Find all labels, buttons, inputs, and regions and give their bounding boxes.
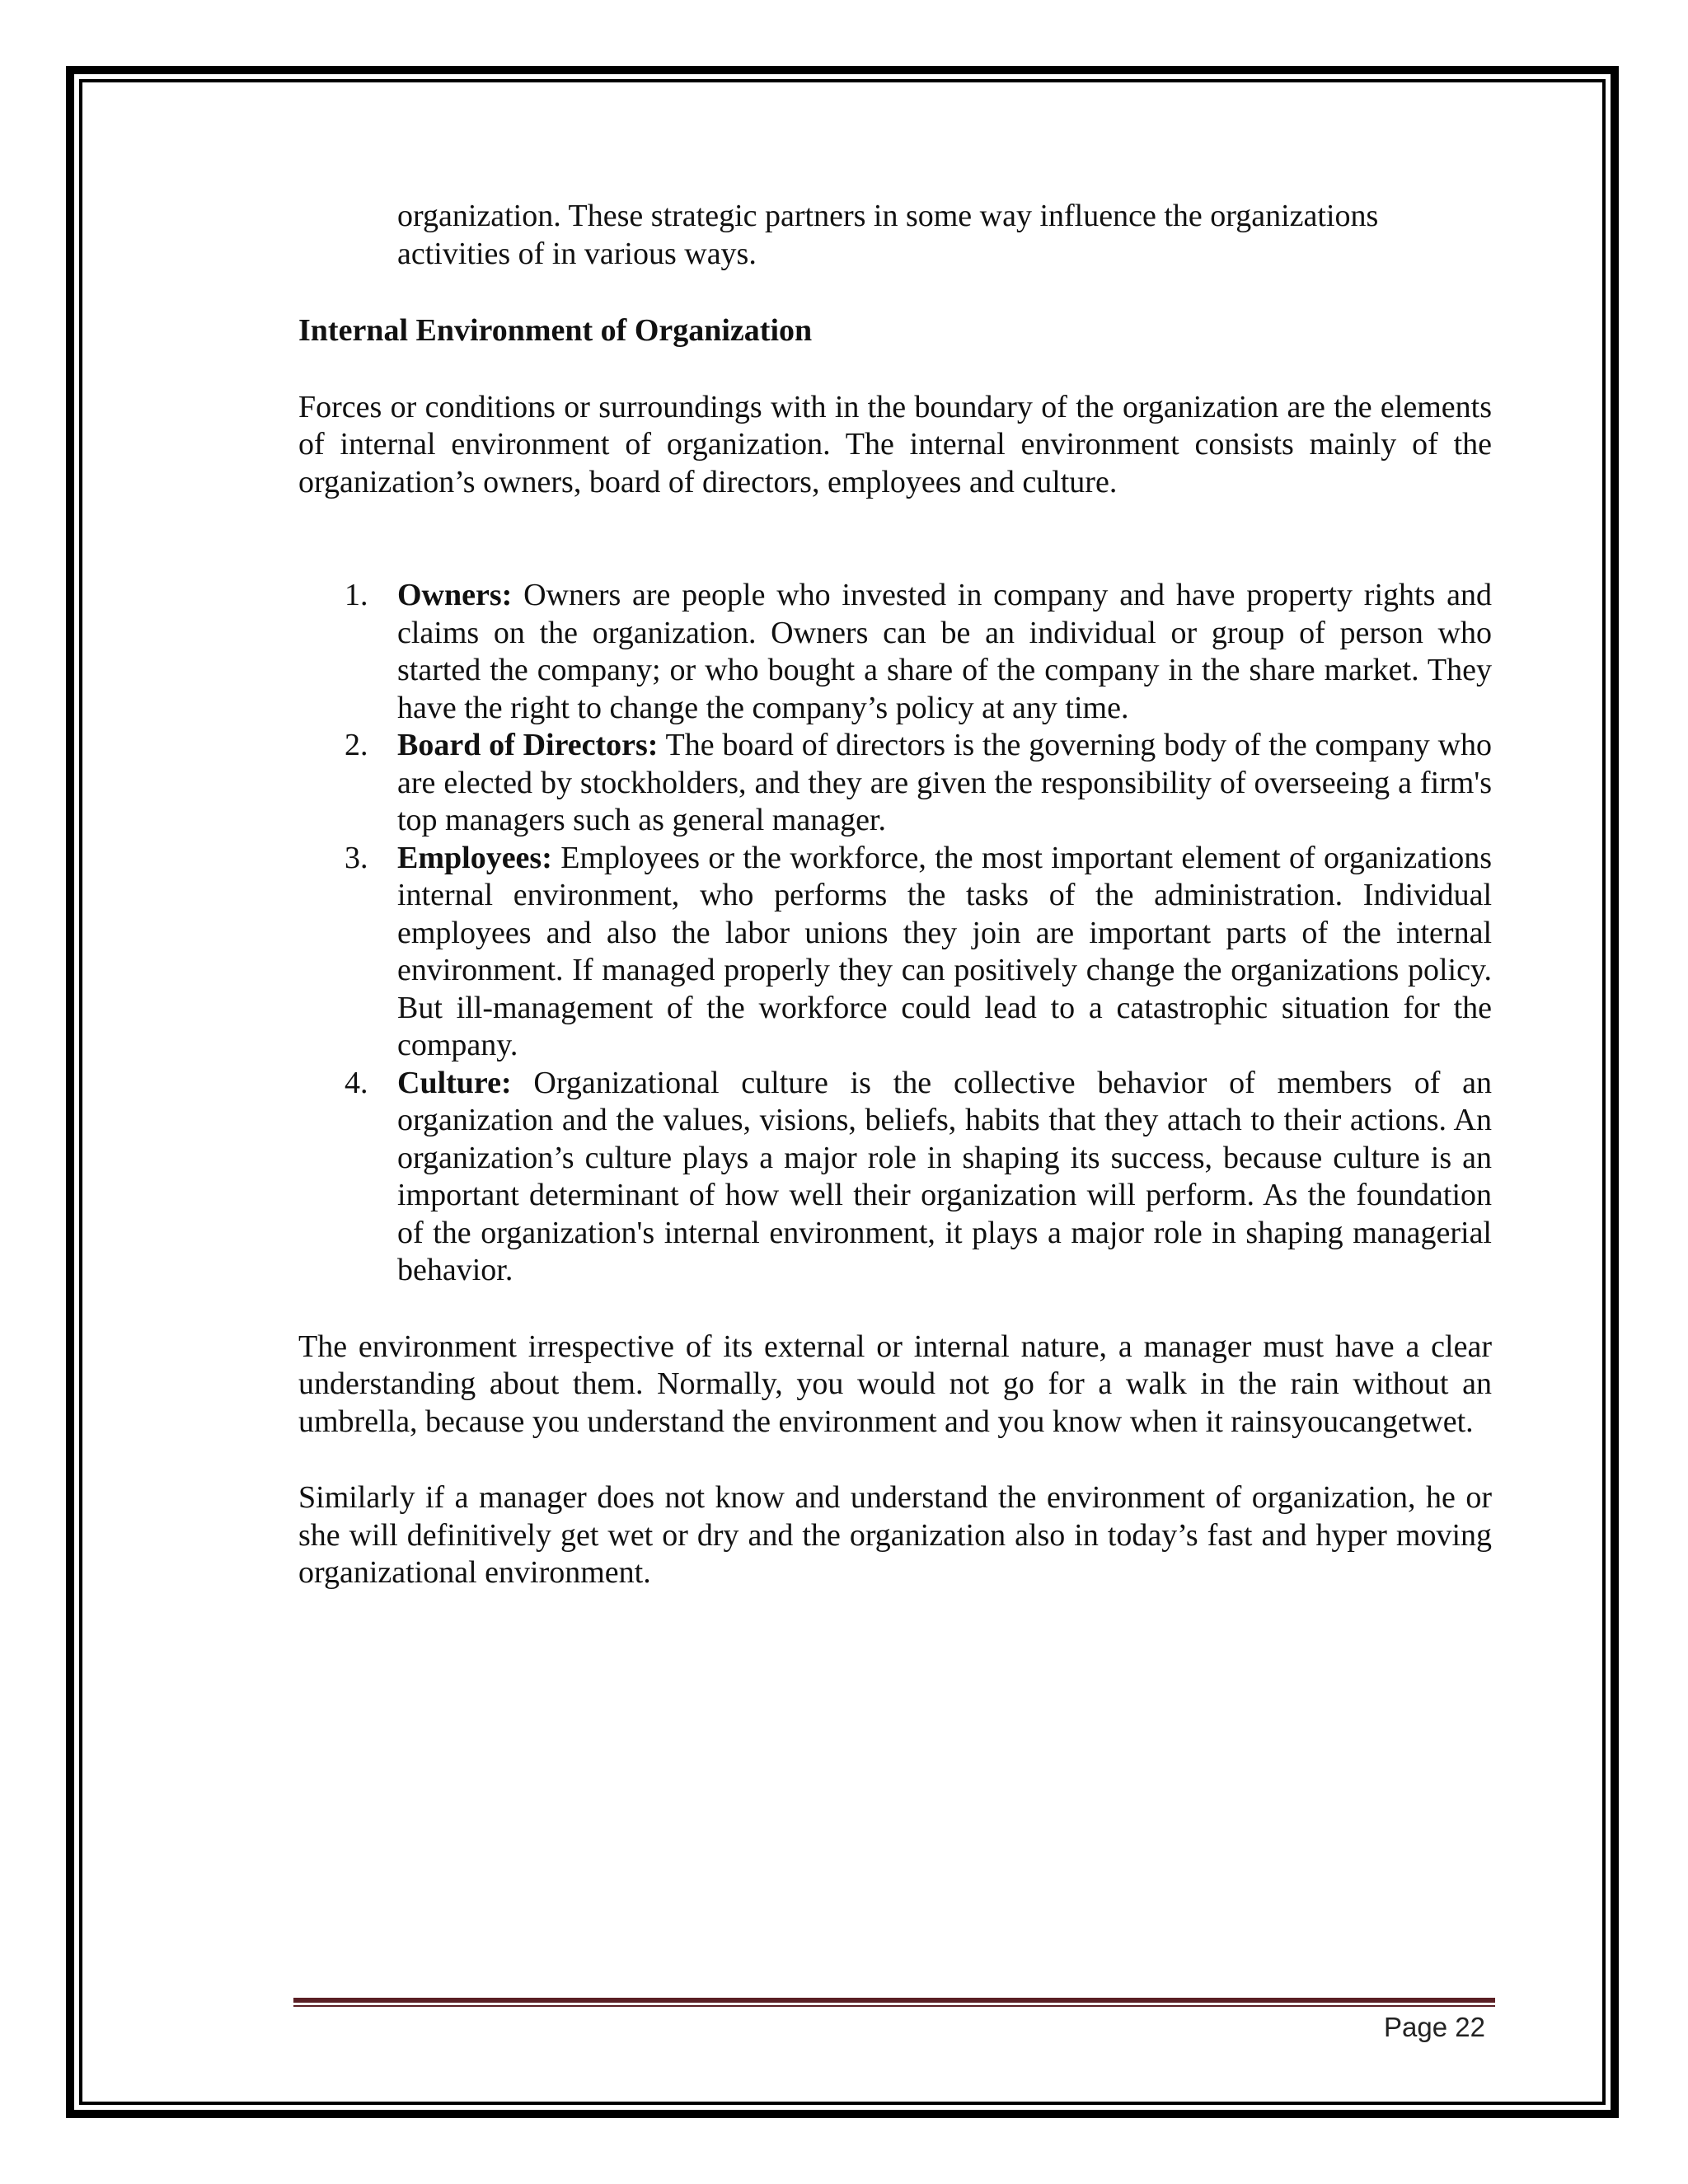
- list-item-board-of-directors: [298, 727, 1492, 840]
- list-item-culture: [298, 1065, 1492, 1290]
- list-text: The board of directors is the governing body of the company who are elected by stockholders, and they are given the responsibility of overseeing a firm's top managers such as general manager.: [397, 728, 1493, 837]
- footer-rule-thin: [293, 2005, 1495, 2007]
- closing-paragraph: Similarly if a manager does not know and understand the environment of organization, he or she will definitively get wet or dry and the organization also in today’s fast and hyper moving organizational environment.: [298, 1480, 1492, 1590]
- list-item-employees: [298, 840, 1492, 1065]
- list-number: 3.: [345, 840, 368, 875]
- list-number: 2.: [345, 728, 368, 762]
- footer-rule: [293, 1998, 1495, 2003]
- environment-paragraph: The environment irrespective of its external or internal nature, a manager must have a clear understanding about them. Normally, you would not go for a walk in the rain without an umbrella, because you understand the environment and you know when it rainsyoucangetwet.: [298, 1329, 1492, 1439]
- list-text: Owners are people who invested in company and have property rights and claims on the organization. Owners can be an individual or group of person who started the company; or who bought a share of the company in the share market. They have the right to change the company’s policy at any time.: [397, 578, 1492, 725]
- page-content: [298, 198, 1492, 1592]
- section-heading: Internal Environment of Organization: [298, 313, 813, 348]
- definition-paragraph: Forces or conditions or surroundings with in the boundary of the organization are the elements of internal environment of organization. The internal environment consists mainly of the organization’s owners, board of directors, employees and culture.: [298, 389, 1492, 499]
- list-text: Organizational culture is the collective behavior of members of an organization and the values, visions, beliefs, habits that they attach to their actions. An organization’s culture plays a major role in shaping its success, because culture is an important determinant of how well their organization will perform. As the foundation of the organization's internal environment, it plays a major role in shaping managerial behavior.: [397, 1065, 1492, 1287]
- list-number: 4.: [345, 1065, 368, 1100]
- list-item-owners: [298, 577, 1492, 727]
- list-term: Employees:: [397, 840, 552, 875]
- list-term: Owners:: [397, 578, 513, 612]
- list-text: Employees or the workforce, the most important element of organizations internal environment, who performs the tasks of the administration. Individual employees and also the labor unions they join are important parts of the internal environment. If managed properly they can positively change the organizations policy. But ill-management of the workforce could lead to a catastrophic situation for the company.: [397, 840, 1492, 1062]
- list-term: Board of Directors:: [397, 728, 659, 762]
- elements-list: [298, 577, 1492, 1290]
- list-number: 1.: [345, 578, 368, 612]
- page-number: Page 22: [1384, 2012, 1485, 2042]
- list-term: Culture:: [397, 1065, 512, 1100]
- intro-continuation-paragraph: organization. These strategic partners in some way influence the organizations activities of in various ways.: [397, 199, 1379, 271]
